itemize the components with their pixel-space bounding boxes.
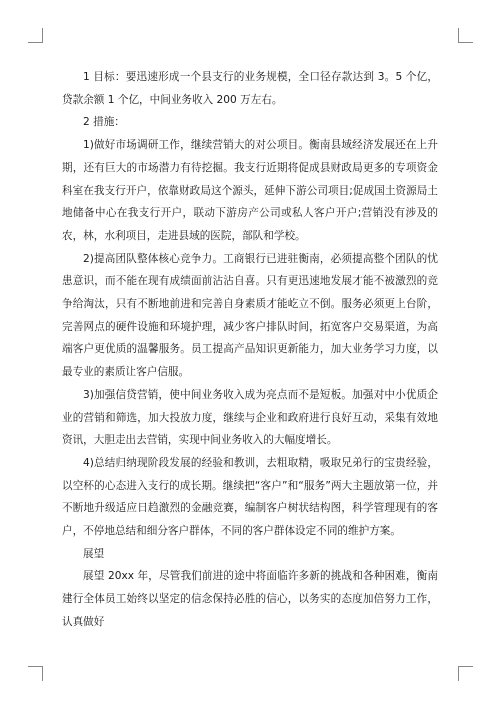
crop-mark-top-left — [28, 28, 43, 43]
paragraph-measures-heading: 2 措施： — [83, 116, 125, 129]
document-body — [62, 66, 438, 634]
paragraph-goal: 1 目标：要迅速形成一个县支行的业务规模，全口径存款达到 3。5 个亿，贷款余额 1 个亿，中间业务收入 200 万左右。 — [62, 71, 438, 106]
paragraph-outlook-heading: 展望 — [83, 547, 105, 560]
crop-mark-bottom-right — [458, 666, 473, 681]
paragraph-measure-2: 2)提高团队整体核心竞争力。工商银行已进驻衡南，必须提高整个团队的忧患意识，而不能在现有成绩面前沾沾自喜。只有更迅速地发展才能不被激烈的竞争给淘汰，只有不断地前进和完善自身素质才能屹立不倒。服务必须更上台阶，完善网点的硬件设施和环境护理，减少客户排队时间，拓宽客户交易渠道，为高端客户更优质的温馨服务。员工提高产品知识更新能力，加大业务学习力度，以最专业的素质让客户信服。 — [62, 252, 438, 379]
paragraph-measure-1: 1)做好市场调研工作，继续营销大的对公项目。衡南县域经济发展还在上升期，还有巨大的市场潜力有待挖掘。我支行近期将促成县财政局更多的专项资金科室在我支行开户，依靠财政局这个源头，延伸下游公司项目;促成国土资源局土地储备中心在我支行开户，联动下游房产公司或私人客户开户;营销没有涉及的农，林，水利项目，走进县域的医院，部队和学校。 — [62, 139, 438, 242]
paragraph-outlook: 展望 20xx 年，尽管我们前进的途中将面临许多新的挑战和各种困难，衡南建行全体员工始终以坚定的信念保持必胜的信心，以务实的态度加倍努力工作，认真做好 — [62, 570, 438, 628]
paragraph-measure-3: 3)加强信贷营销，使中间业务收入成为亮点而不是短板。加强对中小优质企业的营销和筛选，加大投放力度，继续与企业和政府进行良好互动，采集有效地资讯，大胆走出去营销，实现中间业务收入的大幅度增长。 — [62, 388, 438, 447]
paragraph-measure-4: 4)总结归纳现阶段发展的经验和教训，去粗取精，吸取兄弟行的宝贵经验，以空杯的心态进入支行的成长期。继续把“客户”和“服务”两大主题放第一位，并不断地升级适应日趋激烈的金融竞赛，编制客户树状结构图，科学管理现有的客户，不停地总结和细分客户群体，不同的客户群体设定不同的维护方案。 — [62, 456, 438, 538]
crop-mark-bottom-left — [28, 666, 43, 681]
crop-mark-top-right — [458, 28, 473, 43]
